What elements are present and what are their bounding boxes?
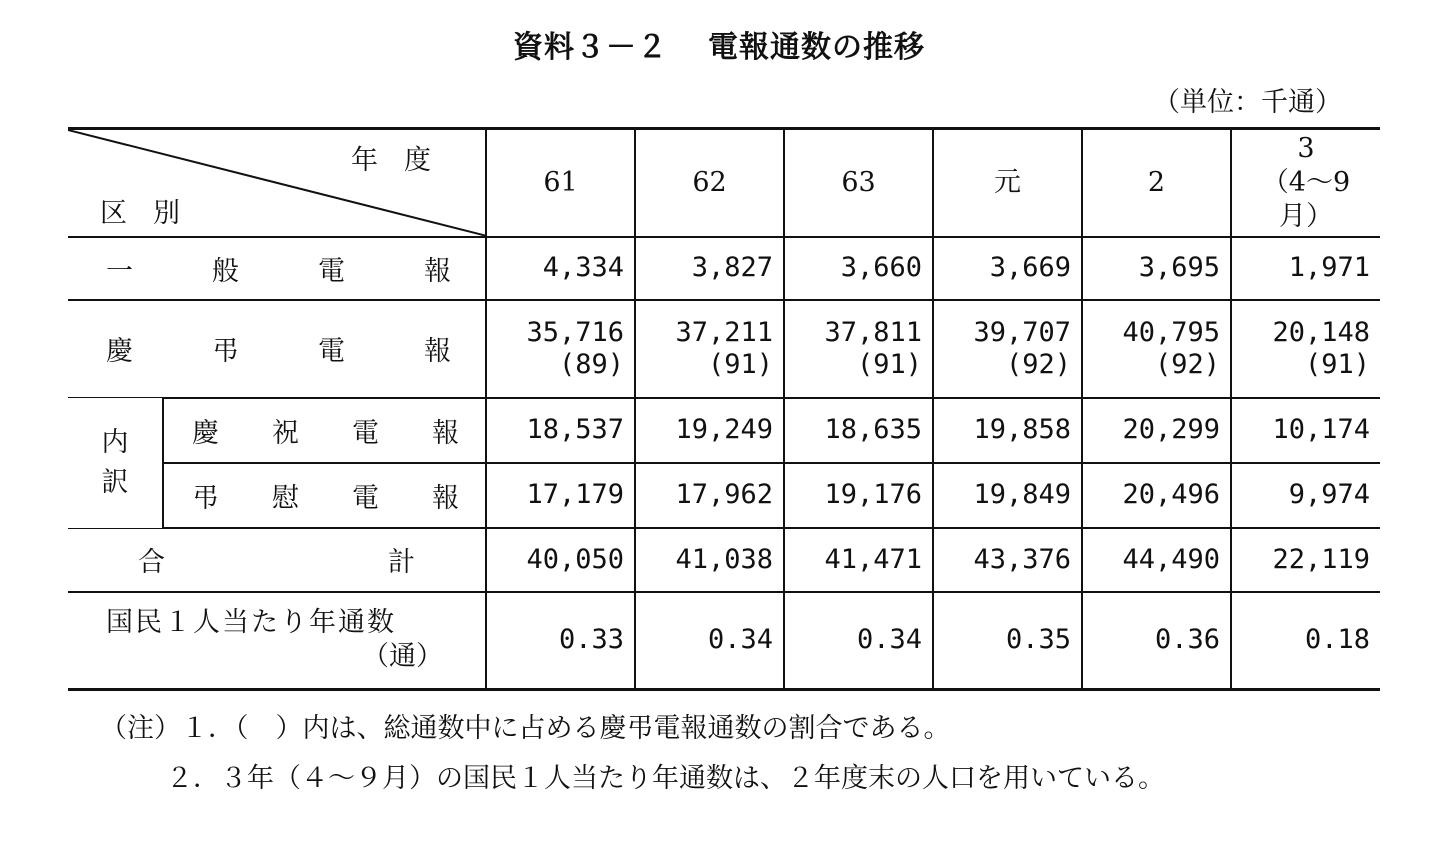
table-cell: 0.34 xyxy=(784,592,933,690)
year-header: 61 xyxy=(486,129,635,237)
table-cell: 0.18 xyxy=(1231,592,1380,690)
title-prefix: 資料３－２ xyxy=(513,30,668,65)
page-title xyxy=(0,22,1438,66)
total-row xyxy=(68,528,1380,592)
table-cell: 20,148 (91) xyxy=(1231,300,1380,398)
year-header-last xyxy=(1231,129,1380,237)
table-cell: 22,119 xyxy=(1231,528,1380,592)
table-cell: 19,249 xyxy=(635,398,784,463)
table-cell: 43,376 xyxy=(933,528,1082,592)
general-telegram-row xyxy=(68,237,1380,300)
table-cell: 40,795 (92) xyxy=(1082,300,1231,398)
table-cell: 19,858 xyxy=(933,398,1082,463)
row-label: 弔 慰 電 報 xyxy=(192,482,459,514)
table-cell: 41,038 xyxy=(635,528,784,592)
corner-cell xyxy=(68,129,486,237)
table-cell: 10,174 xyxy=(1231,398,1380,463)
corner-category-label: 区別 xyxy=(100,197,206,229)
table-cell: 3,660 xyxy=(784,237,933,300)
table-cell: 35,716 (89) xyxy=(486,300,635,398)
unit-label: （単位：千通） xyxy=(1153,87,1342,118)
table-cell: 0.36 xyxy=(1082,592,1231,690)
row-label: 慶 祝 電 報 xyxy=(192,417,459,449)
table-cell: 19,849 xyxy=(933,463,1082,528)
table-cell: 3,669 xyxy=(933,237,1082,300)
title-main: 電報通数の推移 xyxy=(708,30,925,65)
table-cell: 0.35 xyxy=(933,592,1082,690)
table-cell: 1,971 xyxy=(1231,237,1380,300)
table-cell: 4,334 xyxy=(486,237,635,300)
row-label: 国民１人当たり年通数 （通） xyxy=(68,592,486,690)
congratulatory-telegram-row xyxy=(68,398,1380,463)
table-cell: 20,299 xyxy=(1082,398,1231,463)
breakdown-label: 内 訳 xyxy=(68,398,164,528)
note-1: （注）１．（ ）内は、総通数中に占める慶弔電報通数の割合である。 xyxy=(100,713,951,744)
row-label: 慶 弔 電 報 xyxy=(68,300,486,398)
year-header: 2 xyxy=(1082,129,1231,237)
table-cell: 20,496 xyxy=(1082,463,1231,528)
corner-year-label: 年度 xyxy=(351,145,457,176)
table-cell: 0.34 xyxy=(635,592,784,690)
table-cell: 44,490 xyxy=(1082,528,1231,592)
table-cell: 9,974 xyxy=(1231,463,1380,528)
header-row xyxy=(68,129,1380,237)
year-header-last-main: 3 xyxy=(1297,132,1315,164)
table-cell: 0.33 xyxy=(486,592,635,690)
table-cell: 40,050 xyxy=(486,528,635,592)
year-header: 元 xyxy=(933,129,1082,237)
row-label: 一 般 電 報 xyxy=(68,237,486,300)
year-header: 63 xyxy=(784,129,933,237)
table-cell: 3,827 xyxy=(635,237,784,300)
year-header: 62 xyxy=(635,129,784,237)
table-cell: 3,695 xyxy=(1082,237,1231,300)
year-header-last-sub: （4～9月） xyxy=(1261,166,1351,232)
table-cell: 37,211 (91) xyxy=(635,300,784,398)
table-cell: 19,176 xyxy=(784,463,933,528)
keicho-telegram-row xyxy=(68,300,1380,398)
table-cell: 17,962 xyxy=(635,463,784,528)
telegram-table xyxy=(68,127,1380,691)
per-capita-row xyxy=(68,592,1380,690)
condolence-telegram-row xyxy=(68,463,1380,528)
table-cell: 41,471 xyxy=(784,528,933,592)
table-cell: 18,635 xyxy=(784,398,933,463)
table-cell: 39,707 (92) xyxy=(933,300,1082,398)
row-label: 合 計 xyxy=(68,528,486,592)
table-cell: 18,537 xyxy=(486,398,635,463)
note-2: ２．３年（４～９月）の国民１人当たり年通数は、２年度末の人口を用いている。 xyxy=(166,763,1165,794)
table-cell: 17,179 xyxy=(486,463,635,528)
notes xyxy=(100,704,1165,804)
table-cell: 37,811 (91) xyxy=(784,300,933,398)
